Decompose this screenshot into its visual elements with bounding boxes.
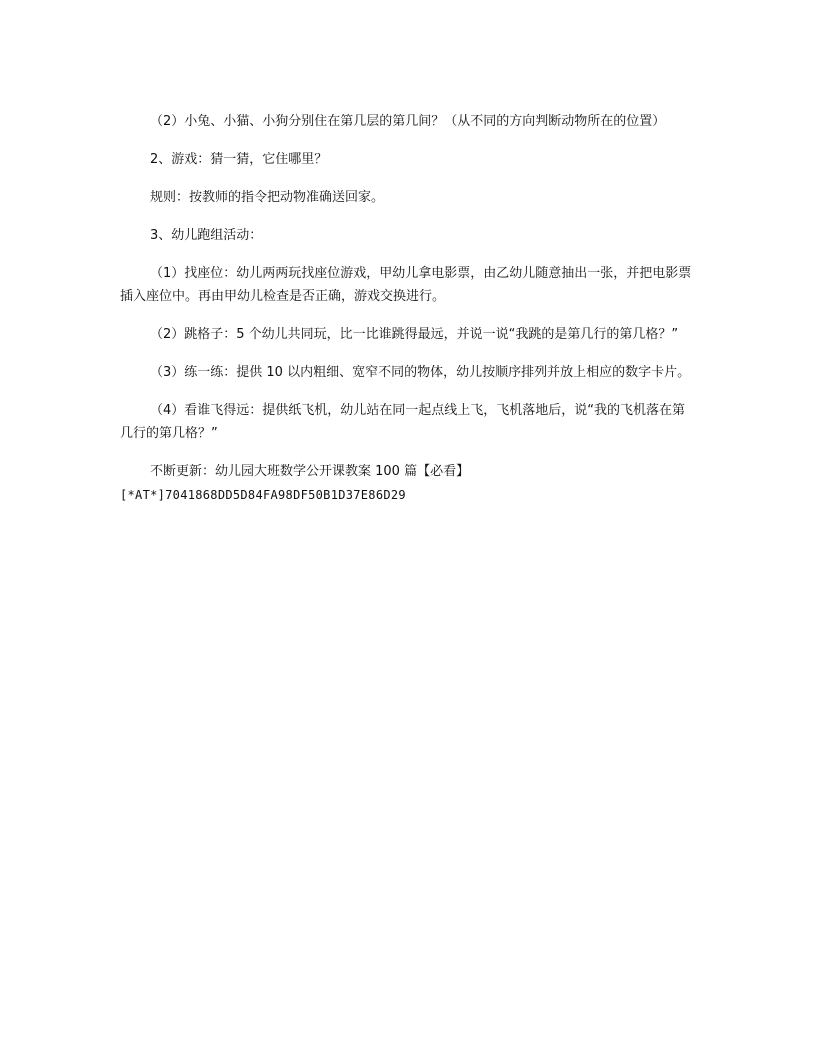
footer-note: 不断更新：幼儿园大班数学公开课教案 100 篇【必看】 — [150, 464, 470, 479]
document-code: [*AT*]7041868DD5D84FA98DF50B1D37E86D29 — [120, 488, 406, 502]
paragraph-paper-plane: （4）看谁飞得远：提供纸飞机，幼儿站在同一起点线上飞，飞机落地后，说“我的飞机落在第几行的第几格？” — [120, 403, 686, 441]
paragraph-group-activities: 3、幼儿跑组活动： — [150, 228, 263, 243]
document-body — [120, 110, 696, 503]
paragraph-practice: （3）练一练：提供 10 以内粗细、宽窄不同的物体，幼儿按顺序排列并放上相应的数字卡片。 — [150, 365, 691, 380]
paragraph-game-guess: 2、游戏：猜一猜，它住哪里？ — [150, 152, 328, 167]
paragraph-hopscotch: （2）跳格子：5 个幼儿共同玩，比一比谁跳得最远，并说一说“我跳的是第几行的第几格？” — [150, 327, 679, 342]
paragraph-game-rules: 规则：按教师的指令把动物准确送回家。 — [150, 190, 385, 205]
paragraph-question-animals-location: （2）小兔、小猫、小狗分别住在第几层的第几间？（从不同的方向判断动物所在的位置） — [150, 114, 666, 129]
paragraph-find-seat: （1）找座位：幼儿两两玩找座位游戏，甲幼儿拿电影票，由乙幼儿随意抽出一张，并把电影票插入座位中。再由甲幼儿检查是否正确，游戏交换进行。 — [120, 266, 692, 304]
